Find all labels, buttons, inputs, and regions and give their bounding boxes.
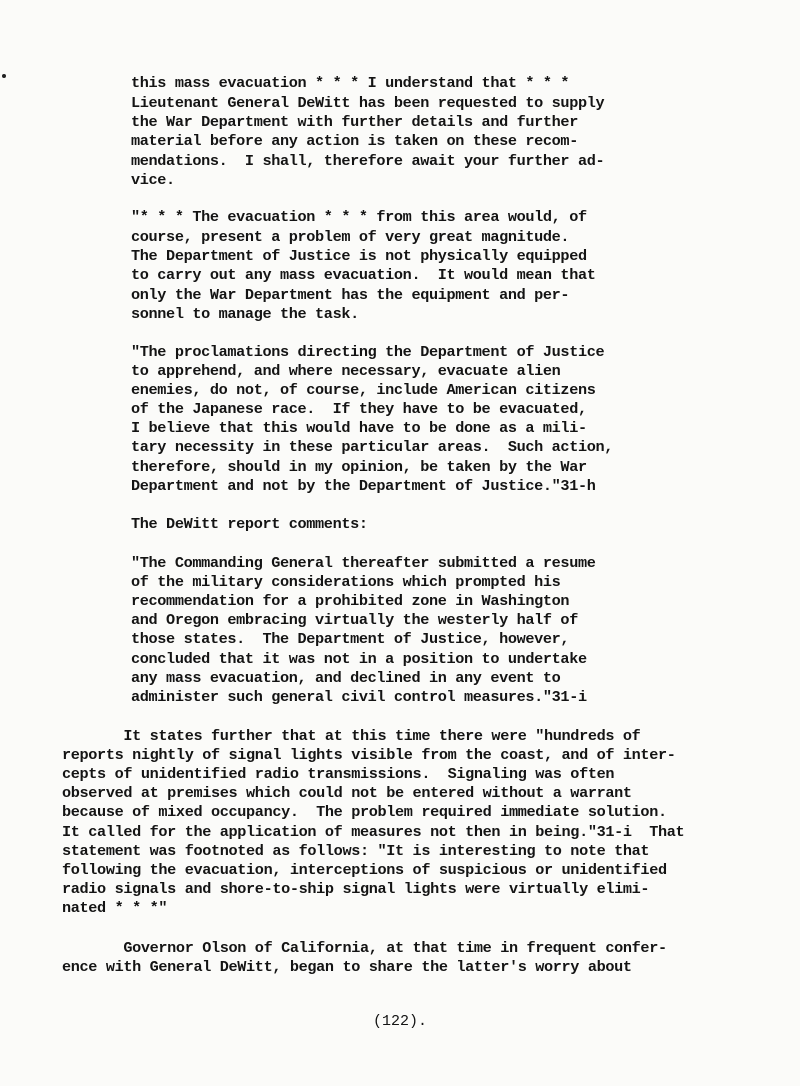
text-line: observed at premises which could not be entered without a warrant xyxy=(62,784,632,802)
text-line: tary necessity in these particular areas. Such action, xyxy=(131,438,614,456)
text-line: and Oregon embracing virtually the westerly half of xyxy=(131,611,578,629)
page-number: (122). xyxy=(372,1013,427,1030)
text-line: nated * * *" xyxy=(62,899,168,917)
text-line: following the evacuation, interceptions of suspicious or unidentified xyxy=(62,861,667,879)
text-line: reports nightly of signal lights visible from the coast, and of inter- xyxy=(62,746,676,764)
text-line: mendations. I shall, therefore await your further ad- xyxy=(131,152,605,170)
text-line: The DeWitt report comments: xyxy=(131,515,368,533)
text-line: administer such general civil control measures."31-i xyxy=(131,688,587,706)
text-line: Governor Olson of California, at that time in frequent confer- xyxy=(62,939,667,957)
text-line: The Department of Justice is not physically equipped xyxy=(131,247,587,265)
text-line: of the military considerations which prompted his xyxy=(131,573,561,591)
text-line: It called for the application of measures not then in being."31-i That xyxy=(62,823,685,841)
text-line: concluded that it was not in a position to undertake xyxy=(131,650,587,668)
text-line: "The proclamations directing the Department of Justice xyxy=(131,343,605,361)
text-line: vice. xyxy=(131,171,175,189)
text-line: those states. The Department of Justice, however, xyxy=(131,630,570,648)
text-line: statement was footnoted as follows: "It is interesting to note that xyxy=(62,842,650,860)
text-line: Department and not by the Department of Justice."31-h xyxy=(131,477,596,495)
text-line: therefore, should in my opinion, be taken by the War xyxy=(131,458,587,476)
text-line: sonnel to manage the task. xyxy=(131,305,359,323)
text-line: course, present a problem of very great magnitude. xyxy=(131,228,570,246)
text-line: enemies, do not, of course, include American citizens xyxy=(131,381,596,399)
text-line: this mass evacuation * * * I understand that * * * xyxy=(131,74,570,92)
text-line: of the Japanese race. If they have to be evacuated, xyxy=(131,400,587,418)
text-line: to carry out any mass evacuation. It would mean that xyxy=(131,266,596,284)
margin-mark xyxy=(2,74,6,78)
text-line: only the War Department has the equipment and per- xyxy=(131,286,570,304)
text-line: cepts of unidentified radio transmissions. Signaling was often xyxy=(62,765,615,783)
text-line: material before any action is taken on these recom- xyxy=(131,132,578,150)
text-line: the War Department with further details and further xyxy=(131,113,578,131)
text-line: because of mixed occupancy. The problem required immediate solution. xyxy=(62,803,667,821)
text-line: recommendation for a prohibited zone in Washington xyxy=(131,592,570,610)
text-line: It states further that at this time there were "hundreds of xyxy=(62,727,641,745)
text-line: any mass evacuation, and declined in any event to xyxy=(131,669,561,687)
text-line: to apprehend, and where necessary, evacuate alien xyxy=(131,362,561,380)
text-line: Lieutenant General DeWitt has been requested to supply xyxy=(131,94,605,112)
text-line: I believe that this would have to be done as a mili- xyxy=(131,419,587,437)
text-line: "The Commanding General thereafter submitted a resume xyxy=(131,554,596,572)
text-line: ence with General DeWitt, began to share the latter's worry about xyxy=(62,958,632,976)
text-line: radio signals and shore-to-ship signal lights were virtually elimi- xyxy=(62,880,650,898)
text-line: "* * * The evacuation * * * from this area would, of xyxy=(131,208,587,226)
